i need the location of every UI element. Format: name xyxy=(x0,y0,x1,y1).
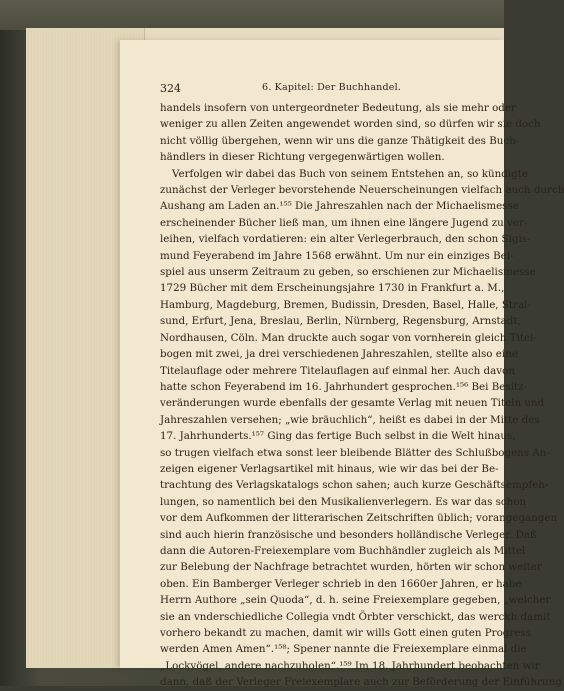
text-line: leihen, vielfach vordatieren: ein alter Verlegerbrauch, den schon Sigis- xyxy=(160,233,531,246)
text-line: 1729 Bücher mit dem Erscheinungsjahre 1730 in Frankfurt a. M., xyxy=(160,282,505,295)
text-line: werden Amen Amen“.¹⁵⁸; Spener nannte die Freiexemplare einmal die xyxy=(160,643,527,656)
text-line: bogen mit zwei, ja drei verschiedenen Jahreszahlen, stellte also eine xyxy=(160,348,518,361)
text-line: Herrn Authore „sein Quoda“, d. h. seine Freiexemplare gegeben, „welcher xyxy=(160,594,551,607)
text-line: 17. Jahrhunderts.¹⁵⁷ Ging das fertige Buch selbst in die Welt hinaus, xyxy=(160,430,516,443)
text-line: vorhero bekandt zu machen, damit wir wills Gott einen guten Progress xyxy=(160,627,531,639)
text-line: vor dem Aufkommen der litterarischen Zeitschriften üblich; vorangegangen xyxy=(160,512,558,525)
text-line: spiel aus unserm Zeitraum zu geben, so erschienen zur Michaelismesse xyxy=(160,266,536,279)
text-line: nicht völlig übergehen, wenn wir uns die ganze Thätigkeit des Buch- xyxy=(160,134,520,147)
text-line: zeigen eigener Verlagsartikel mit hinaus, wie wir das bei der Be- xyxy=(160,462,499,475)
text-line: hatte schon Feyerabend im 16. Jahrhundert gesprochen.¹⁵⁶ Bei Besitz- xyxy=(160,380,527,393)
text-line: erscheinender Bücher ließ man, um ihnen eine längere Jugend zu ver- xyxy=(160,216,528,229)
text-line: sind auch hierin französische und besonders holländische Verleger. Daß xyxy=(160,528,537,541)
page-number: 324 xyxy=(160,82,181,95)
text-line: sund, Erfurt, Jena, Breslau, Berlin, Nürnberg, Regensburg, Arnstadt, xyxy=(160,315,521,328)
text-line: zur Belebung der Nachfrage betrachtet wurden, hörten wir schon weiter xyxy=(160,561,542,574)
text-line: weniger zu allen Zeiten angewendet worden sind, so dürfen wir sie doch xyxy=(160,118,541,131)
text-line: dann die Autoren-Freiexemplare vom Buchhändler zugleich als Mittel xyxy=(160,544,526,557)
text-line: händlers in dieser Richtung vergegenwärtigen wollen. xyxy=(160,151,445,164)
text-line: oben. Ein Bamberger Verleger schrieb in den 1660er Jahren, er habe xyxy=(160,577,522,590)
text-line: Titelauflage oder mehrere Titelauflagen auf einmal her. Auch davon xyxy=(160,364,515,377)
text-line: zunächst der Verleger bevorstehende Neuerscheinungen vielfach auch durch xyxy=(160,184,564,197)
text-line: lungen, so namentlich bei den Musikalienverlegern. Es war das schon xyxy=(160,495,527,508)
text-line: dann, daß der Verleger Freiexemplare auch zur Beförderung der Einführung xyxy=(160,676,562,689)
text-line: so trugen vielfach etwa sonst leer bleibende Blätter des Schlußbogens An- xyxy=(160,446,550,459)
running-head: 6. Kapitel: Der Buchhandel. xyxy=(262,82,402,93)
text-line: Nordhausen, Cöln. Man druckte auch sogar von vornherein gleich Titel- xyxy=(160,331,537,344)
text-line: Aushang am Laden an.¹⁵⁵ Die Jahreszahlen nach der Michaelismesse xyxy=(160,200,519,213)
text-line: mund Feyerabend im Jahre 1568 erwähnt. Um nur ein einziges Bei- xyxy=(160,249,514,262)
text-line: Hamburg, Magdeburg, Bremen, Budissin, Dresden, Basel, Halle, Stral- xyxy=(160,298,531,311)
body-text xyxy=(160,100,564,691)
text-line: trachtung des Verlagskatalogs schon sahen; auch kurze Geschäftsempfeh- xyxy=(160,479,549,492)
text-line: „Lockvögel, andere nachzuholen“.¹⁵⁹ Im 18. Jahrhundert beobachten wir xyxy=(160,659,540,672)
text-line: veränderungen wurde ebenfalls der gesamte Verlag mit neuen Titeln und xyxy=(160,397,545,410)
text-line: handels insofern von untergeordneter Bedeutung, als sie mehr oder xyxy=(160,102,516,114)
text-line: Verfolgen wir dabei das Buch von seinem Entstehen an, so kündigte xyxy=(172,167,528,180)
text-line: Jahreszahlen versehen; „wie bräuchlich“, heißt es dabei in der Mitte des xyxy=(160,413,540,426)
background-band xyxy=(0,0,504,30)
text-line: sie an vnderschiedliche Collegia vndt Örbter verschickt, das werckh damit xyxy=(160,610,551,623)
